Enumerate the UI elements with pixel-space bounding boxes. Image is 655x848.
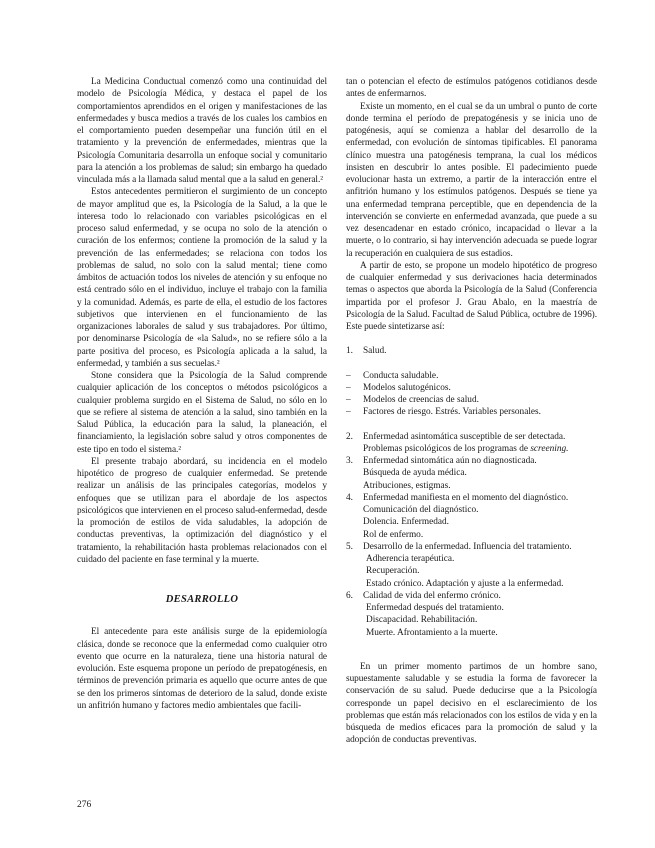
list-item-sintomatica	[346, 455, 597, 492]
list-item-text: Enfermedad asintomática susceptible de ser detectada.	[363, 431, 566, 442]
list-number: 4.	[346, 492, 353, 503]
page-number: 276	[77, 800, 92, 810]
right-column	[346, 76, 597, 747]
dash-item-text: Factores de riesgo. Estrés. Variables personales.	[363, 407, 541, 418]
section-heading-desarrollo: DESARROLLO	[165, 594, 239, 605]
list-number: 2.	[346, 431, 353, 442]
paragraph-umbral: Existe un momento, en el cual se da un umbral o punto de corte donde termina el período de prepatogénesis y se inicia uno de patogénesis, aquí se comienza a hablar del desarrollo de la enfermedad, con evolución de síntomas tipificables. El panorama clínico muestra una patogénesis temprana, la cual los médicos insisten en descubrir lo antes posible. El padecimiento puede evolucionar hasta un extremo, a partir de la interacción entre el anfitrión humano y los estímulos patógenos. Después se tiene ya una enfermedad temprana perceptible, que en dependencia de la intervención se convierte en enfermedad avanzada, que puede a su vez desencadenar en estado crónico, incapacidad o llevar a la muerte, o lo contrario, si hay intervención adecuada se puede lograr la recuperación en cualquiera de sus estadios.	[346, 101, 597, 259]
list-item-text: Enfermedad sintomática aún no diagnosticada.	[363, 456, 537, 466]
sub-item: Discapacidad. Rehabilitación.	[366, 615, 478, 626]
sub-item: Adherencia terapéutica.	[366, 554, 455, 564]
dash-bullet: –	[346, 407, 351, 418]
sub-item: Estado crónico. Adaptación y ajuste a la enfermedad.	[366, 578, 564, 589]
dash-item-text: Modelos de creencias de salud.	[363, 395, 479, 405]
left-column	[77, 76, 327, 712]
sub-item: Atribuciones, estigmas.	[363, 480, 451, 491]
sub-item: Enfermedad después del tratamiento.	[366, 603, 504, 613]
list-number: 1.	[346, 346, 353, 357]
list-item-desarrollo	[346, 541, 597, 590]
sub-item: Comunicación del diagnóstico.	[363, 505, 479, 515]
paragraph-antecedente: El antecedente para este análisis surge de la epidemiología clásica, donde se reconoce que la enfermedad como cualquier otro evento que ocurre en la naturaleza, tiene una historia natural de evolución. Este esquema propone un período de prepatogénesis, en términos de prevención primaria es aquello que ocurre antes de que se den los primeros síntomas de deterioro de la salud, donde existe un anfitrión humano y factores medio ambientales que facili-	[77, 627, 327, 711]
list-item-text: Desarrollo de la enfermedad. Influencia del tratamiento.	[363, 541, 572, 552]
sub-item: Rol de enfermo.	[363, 529, 424, 540]
paragraph-modelo-hipotetico: A partir de esto, se propone un modelo hipotético de progreso de cualquier enfermedad y sus derivaciones hacia determinados temas o aspectos que aborda la Psicología de la Salud (Conferencia impartida por el profesor J. Grau Abalo, en la maestría de Psicología de la Salud. Facultad de Salud Pública, octubre de 1996). Este puede sintetizarse así:	[346, 260, 597, 332]
dash-item-text: Conducta saludable.	[363, 370, 439, 381]
list-item-asintomatica	[346, 431, 597, 456]
list-item-diagnostico	[346, 492, 597, 541]
dash-item-text: Modelos salutogénicos.	[363, 382, 451, 393]
list-number: 5.	[346, 541, 353, 552]
sub-item: Búsqueda de ayuda médica.	[363, 468, 467, 479]
list-item-salud	[346, 345, 597, 357]
list-number: 3.	[346, 456, 353, 466]
list-number: 6.	[346, 590, 353, 601]
paragraph-medicina-conductual: La Medicina Conductual comenzó como una continuidad del modelo de Psicología Médica, y destaca el papel de los comportamientos aprendidos en el origen y manifestaciones de las enfermedades y busca medios a través de los cuales los cambios en el comportamiento pueden desempeñar una función útil en el tratamiento y la prevención de enfermedades, mientras que la Psicología Comunitaria desarrolla un enfoque social y comunitario para la atención a los problemas de salud; sin embargo ha quedado vinculada más a la llamada salud mental que a la salud en general.²	[77, 77, 327, 185]
sub-item: Muerte. Afrontamiento a la muerte.	[366, 627, 498, 638]
dash-item	[346, 406, 597, 418]
dash-bullet: –	[346, 370, 351, 381]
sub-item: Problemas psicológicos de los programas de	[363, 443, 531, 454]
sub-item: Dolencia. Enfermedad.	[363, 517, 449, 528]
paragraph-psicologia-salud: Estos antecedentes permitieron el surgimiento de un concepto de mayor amplitud que es, la Psicología de la Salud, a la que le interesa todo lo relacionado con variables psicológicas en el proceso salud enfermedad, y se ocupa no solo de la atención o curación de los enfermos; contiene la promoción de la salud y la prevención de las enfermedades; se relaciona con todos los problemas de salud, no solo con la salud mental; tiene como ámbitos de actuación todos los niveles de atención y su enfoque no está centrado sólo en el individuo, incluye el trabajo con la familia y la comunidad. Además, es parte de ella, el estudio de los factores subjetivos que intervienen en el funcionamiento de las organizaciones laborales de salud y sus trabajadores. Por último, por denominarse Psicología de «la Salud», no se refiere sólo a la parte positiva del proceso, es Psicología aplicada a la salud, la enfermedad, y también a sus secuelas.²	[77, 187, 327, 369]
dash-item	[346, 382, 597, 394]
list-item-text: Salud.	[363, 346, 387, 357]
list-item-text: Enfermedad manifiesta en el momento del diagnóstico.	[363, 492, 569, 503]
paragraph-continuation: tan o potencian el efecto de estímulos patógenos cotidianos desde antes de enfermarnos.	[346, 77, 597, 100]
paragraph-primer-momento: En un primer momento partimos de un hombre sano, supuestamente saludable y se estudia la forma de favorecer la conservación de su salud. Puede deducirse que a la Psicología corresponde un papel decisivo en el esclarecimiento de los problemas que están más relacionados con los estilos de vida y en la búsqueda de medios eficaces para la promoción de salud y la adopción de conductas preventivas.	[346, 661, 597, 746]
sub-item-emphasis: screening.	[530, 443, 569, 454]
dash-item	[346, 394, 597, 406]
paragraph-presente-trabajo: El presente trabajo abordará, su incidencia en el modelo hipotético de progreso de cualquier enfermedad. Se pretende realizar un análisis de las principales categorías, modelos y enfoques que se utilizan para el abordaje de los aspectos psicológicos que intervienen en el proceso salud-enfermedad, desde la promoción de estilos de vida saludables, la adopción de conductas preventivas, la optimización del diagnóstico y el tratamiento, la rehabilitación hasta problemas relacionados con el cuidado del paciente en fase terminal y la muerte.	[77, 456, 327, 565]
sub-item: Recuperación.	[366, 566, 420, 577]
model-list	[346, 345, 597, 639]
dash-item	[346, 370, 597, 382]
list-item-text: Calidad de vida del enfermo crónico.	[363, 590, 501, 601]
list-item-calidad-vida	[346, 590, 597, 639]
dash-bullet: –	[346, 382, 351, 393]
paragraph-stone: Stone considera que la Psicología de la Salud comprende cualquier aplicación de los conceptos o métodos psicológicos a cualquier problema surgido en el Sistema de Salud, no sólo en lo que se refiere al sistema de atención a la salud, sino también en la Salud Pública, la educación para la salud, la planeación, el financiamiento, la legislación sobre salud y otros componentes de este tipo en todo el sistema.²	[77, 371, 327, 455]
dash-bullet: –	[346, 395, 351, 405]
